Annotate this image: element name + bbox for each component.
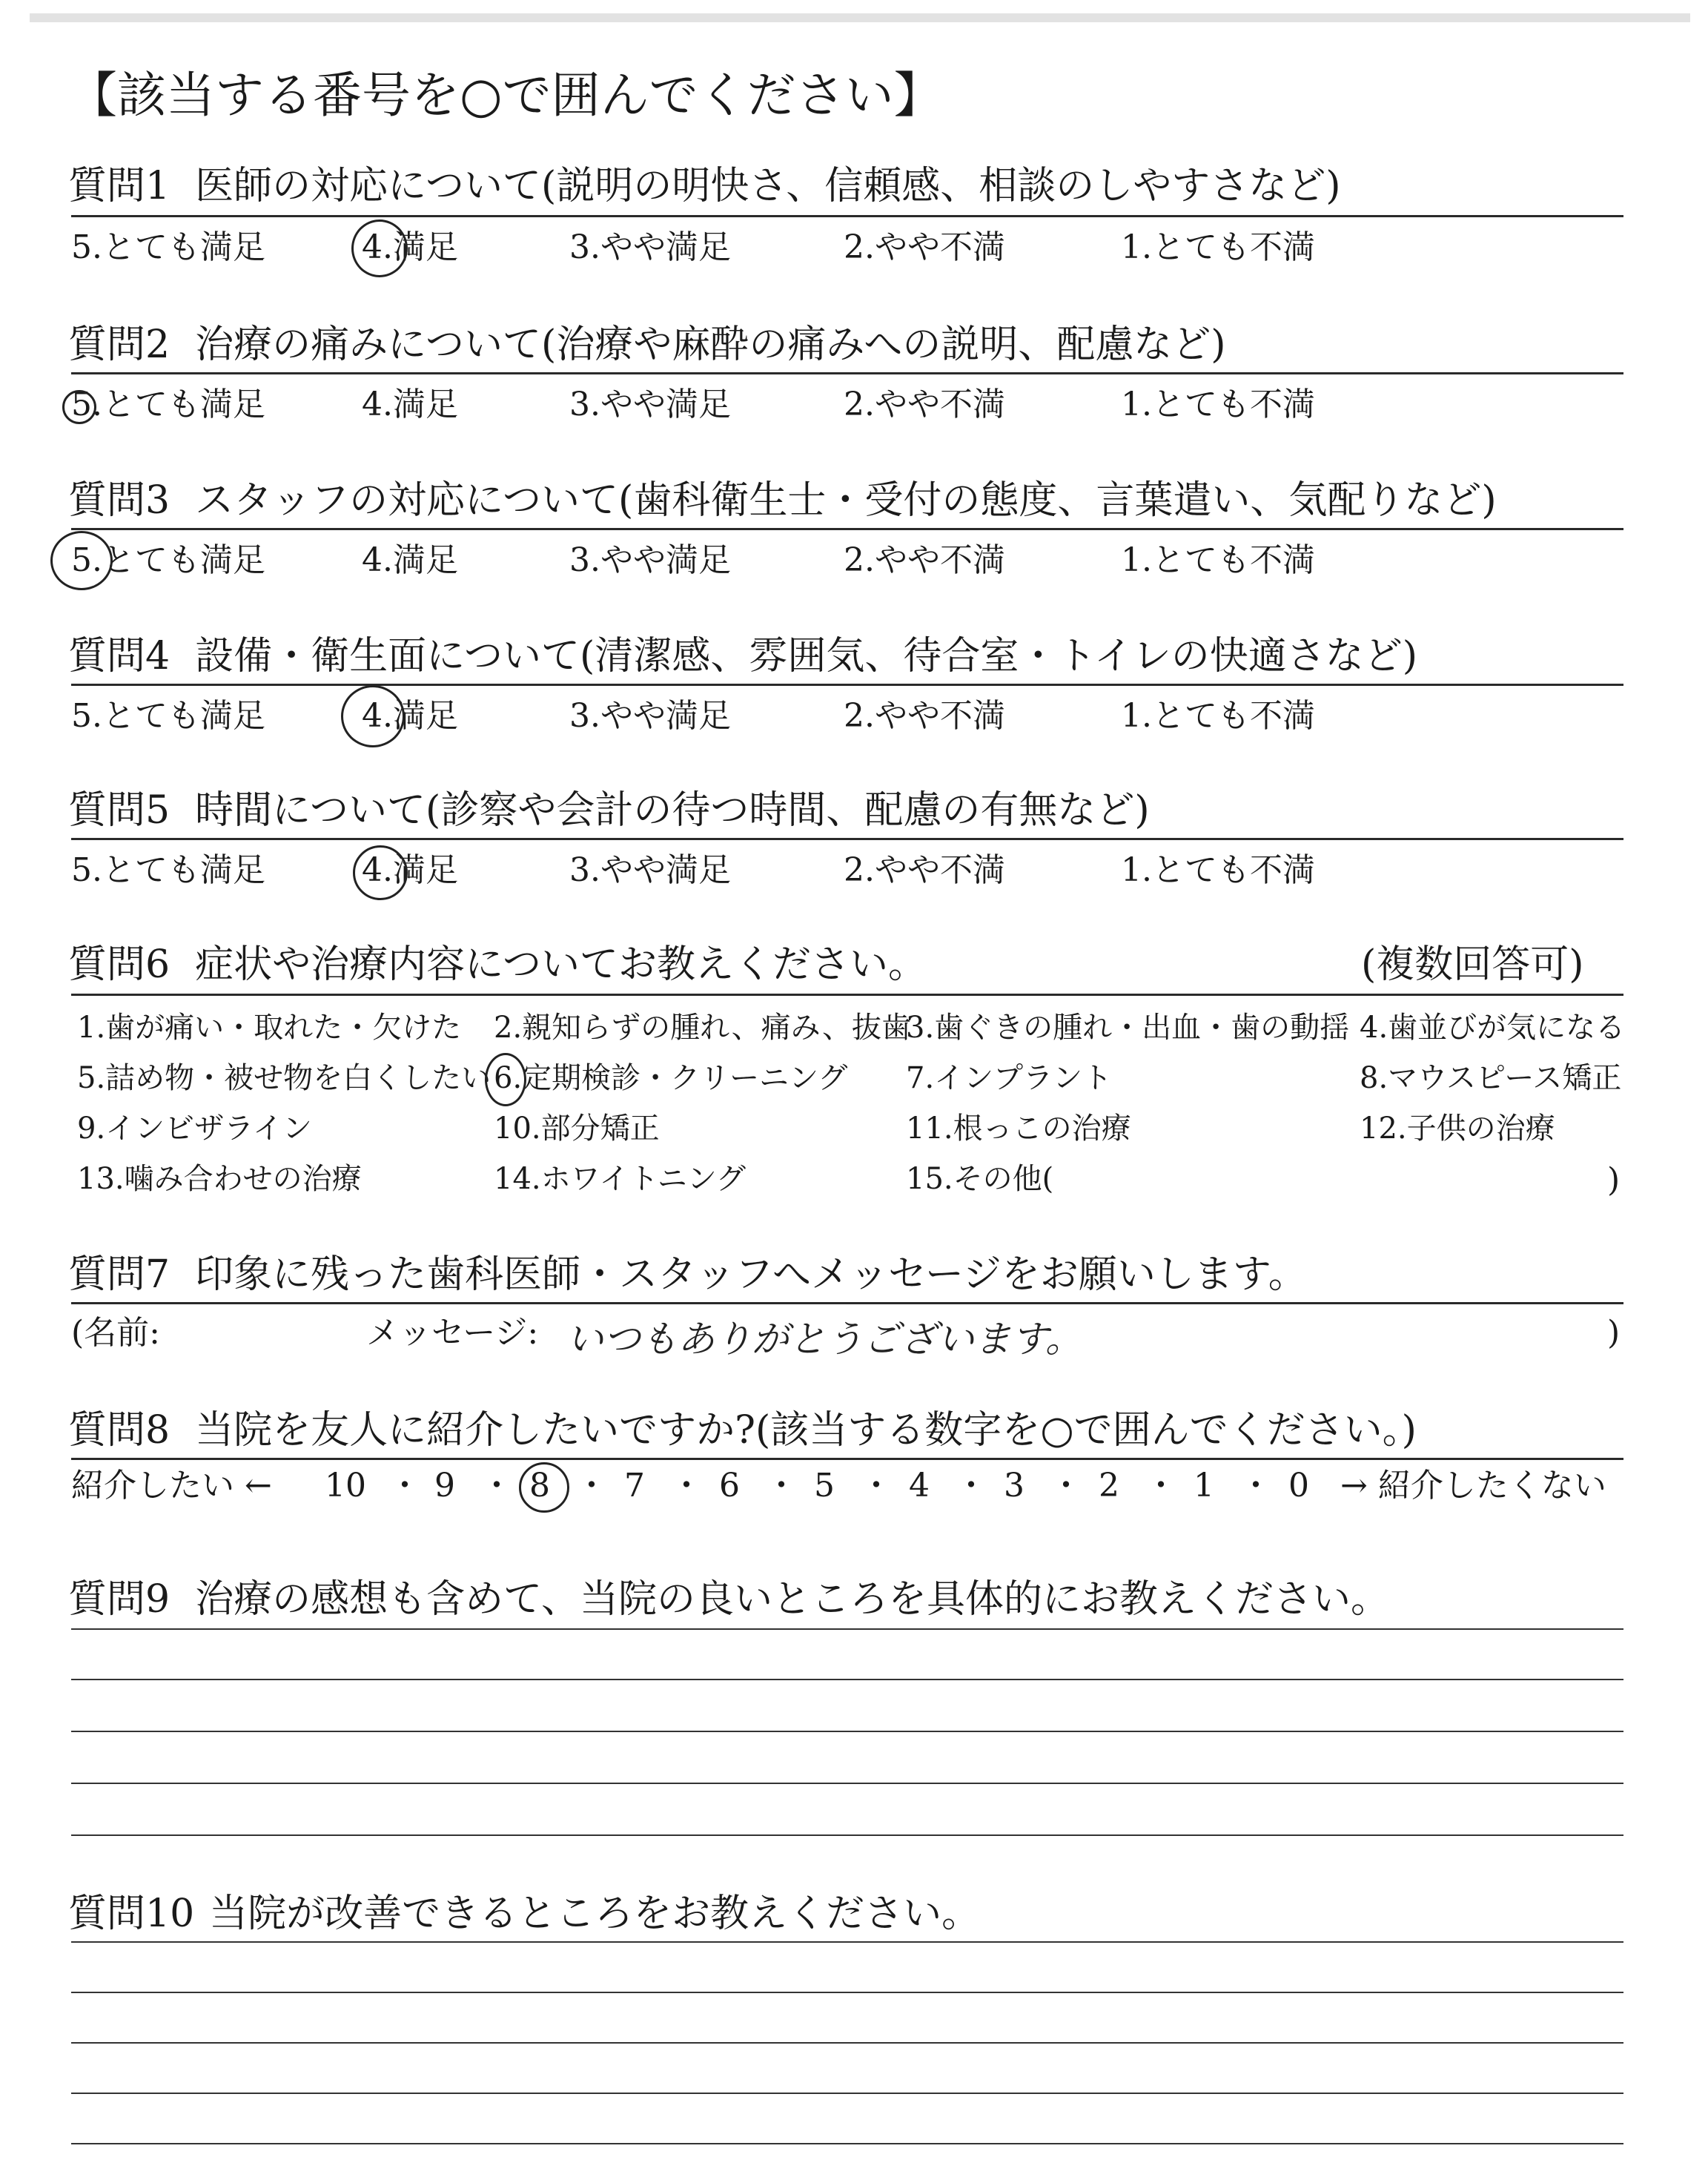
- scale-separator: ・: [388, 1467, 421, 1505]
- question-7-rule: [71, 1302, 1623, 1304]
- answer-line: [71, 1834, 1623, 1836]
- q6-option-6[interactable]: 6.定期検診・クリーニング: [494, 1061, 848, 1095]
- scale-9[interactable]: 9: [434, 1467, 455, 1505]
- q1-option-3[interactable]: 3.やや満足: [569, 228, 731, 266]
- q6-option-11[interactable]: 11.根っこの治療: [906, 1112, 1131, 1146]
- question-number: 質問3: [68, 478, 171, 523]
- q3-option-4[interactable]: 4.満足: [362, 541, 458, 579]
- q5-option-4[interactable]: 4.満足: [362, 851, 458, 889]
- question-text: 当院が改善できるところをお教えください。: [209, 1892, 981, 1936]
- question-5-heading: [68, 785, 1150, 836]
- scale-separator: ・: [765, 1467, 798, 1505]
- answer-line: [71, 2042, 1623, 2044]
- question-number: 質問1: [68, 164, 171, 208]
- question-2-rule: [71, 372, 1623, 374]
- scale-right-label: → 紹介したくない: [1340, 1467, 1606, 1505]
- answer-line: [71, 1628, 1623, 1630]
- q6-other-close-paren: ): [1607, 1161, 1621, 1199]
- scan-top-border: [30, 13, 1690, 22]
- q1-option-1[interactable]: 1.とても不満: [1121, 228, 1315, 266]
- q6-option-4[interactable]: 4.歯並びが気になる: [1360, 1011, 1626, 1045]
- question-4-rule: [71, 684, 1623, 686]
- q6-option-7[interactable]: 7.インプラント: [906, 1061, 1113, 1095]
- scale-left-label: 紹介したい ←: [71, 1467, 272, 1505]
- q6-option-15[interactable]: 15.その他(: [906, 1162, 1054, 1196]
- q1-option-5[interactable]: 5.とても満足: [71, 228, 265, 266]
- q6-option-13[interactable]: 13.噛み合わせの治療: [77, 1162, 362, 1196]
- answer-line: [71, 1941, 1623, 1943]
- q3-option-2[interactable]: 2.やや不満: [844, 541, 1005, 579]
- question-text: 治療の感想も含めて、当院の良いところを具体的にお教えください。: [195, 1577, 1390, 1622]
- scale-10[interactable]: 10: [325, 1467, 366, 1505]
- question-text: 印象に残った歯科医師・スタッフへメッセージをお願いします。: [195, 1252, 1307, 1297]
- question-number: 質問6: [68, 942, 171, 987]
- q6-option-1[interactable]: 1.歯が痛い・取れた・欠けた: [77, 1011, 462, 1045]
- q4-option-5[interactable]: 5.とても満足: [71, 697, 265, 735]
- q6-option-3[interactable]: 3.歯ぐきの腫れ・出血・歯の動揺: [906, 1011, 1350, 1045]
- q1-option-4[interactable]: 4.満足: [362, 228, 458, 266]
- handwritten-message[interactable]: いつもありがとうございます。: [566, 1318, 1082, 1361]
- scale-separator: ・: [1239, 1467, 1272, 1505]
- q2-option-2[interactable]: 2.やや不満: [844, 386, 1005, 423]
- question-3-heading: [68, 475, 1497, 526]
- q3-option-3[interactable]: 3.やや満足: [569, 541, 731, 579]
- q4-option-1[interactable]: 1.とても不満: [1121, 697, 1315, 735]
- question-number: 質問2: [68, 323, 171, 367]
- scale-separator: ・: [575, 1467, 608, 1505]
- scale-6[interactable]: 6: [719, 1467, 740, 1505]
- scale-separator: ・: [860, 1467, 893, 1505]
- question-6-rule: [71, 994, 1623, 996]
- question-9-heading: [68, 1573, 1389, 1625]
- q2-option-5[interactable]: 5.とても満足: [71, 386, 265, 423]
- q6-option-5[interactable]: 5.詰め物・被せ物を白くしたい: [77, 1061, 491, 1095]
- question-number: 質問5: [68, 788, 171, 833]
- scale-separator: ・: [1145, 1467, 1177, 1505]
- q5-option-1[interactable]: 1.とても不満: [1121, 851, 1315, 889]
- scale-separator: ・: [955, 1467, 987, 1505]
- q3-option-1[interactable]: 1.とても不満: [1121, 541, 1315, 579]
- answer-line: [71, 2093, 1623, 2094]
- message-label: メッセージ:: [366, 1314, 539, 1352]
- q6-option-9[interactable]: 9.インビザライン: [77, 1112, 312, 1146]
- question-text: 医師の対応について(説明の明快さ、信頼感、相談のしやすさなど): [195, 164, 1341, 208]
- q3-option-5[interactable]: 5.とても満足: [71, 541, 265, 579]
- question-5-rule: [71, 838, 1623, 840]
- q5-option-5[interactable]: 5.とても満足: [71, 851, 265, 889]
- answer-line: [71, 1783, 1623, 1784]
- question-8-heading: [68, 1404, 1417, 1456]
- question-text: 症状や治療内容についてお教えください。: [195, 942, 927, 987]
- q6-option-10[interactable]: 10.部分矯正: [494, 1112, 660, 1146]
- q2-option-3[interactable]: 3.やや満足: [569, 386, 731, 423]
- q2-option-4[interactable]: 4.満足: [362, 386, 458, 423]
- scale-7[interactable]: 7: [624, 1467, 645, 1505]
- q6-option-14[interactable]: 14.ホワイトニング: [494, 1162, 747, 1196]
- answer-line: [71, 2143, 1623, 2144]
- answer-line: [71, 1679, 1623, 1680]
- referral-scale: [68, 1465, 1625, 1510]
- q6-option-2[interactable]: 2.親知らずの腫れ、痛み、抜歯: [494, 1011, 911, 1045]
- scale-separator: ・: [670, 1467, 703, 1505]
- multiple-answer-note: (複数回答可): [1361, 942, 1584, 987]
- question-8-rule: [71, 1458, 1623, 1460]
- q6-option-8[interactable]: 8.マウスピース矯正: [1360, 1061, 1622, 1095]
- answer-line: [71, 1731, 1623, 1732]
- scale-2[interactable]: 2: [1099, 1467, 1119, 1505]
- q1-option-2[interactable]: 2.やや不満: [844, 228, 1005, 266]
- question-number: 質問7: [68, 1252, 171, 1297]
- scale-8[interactable]: 8: [529, 1467, 550, 1505]
- question-4-heading: [68, 630, 1417, 682]
- scale-1[interactable]: 1: [1194, 1467, 1214, 1505]
- scale-separator: ・: [1050, 1467, 1082, 1505]
- question-number: 質問8: [68, 1408, 171, 1453]
- question-text: 設備・衛生面について(清潔感、雰囲気、待合室・トイレの快適さなど): [195, 634, 1418, 678]
- scale-5[interactable]: 5: [814, 1467, 835, 1505]
- answer-line: [71, 1992, 1623, 1993]
- question-text: スタッフの対応について(歯科衛生士・受付の態度、言葉遣い、気配りなど): [195, 478, 1497, 523]
- question-1-rule: [71, 215, 1623, 217]
- question-3-rule: [71, 528, 1623, 530]
- q4-option-4[interactable]: 4.満足: [362, 697, 458, 735]
- question-text: 当院を友人に紹介したいですか?(該当する数字を○で囲んでください。): [195, 1408, 1417, 1453]
- scale-4[interactable]: 4: [909, 1467, 930, 1505]
- scale-3[interactable]: 3: [1004, 1467, 1025, 1505]
- q2-option-1[interactable]: 1.とても不満: [1121, 386, 1315, 423]
- question-10-heading: [68, 1888, 980, 1940]
- question-6-heading: [68, 939, 927, 991]
- question-number: 質問10: [68, 1892, 195, 1936]
- q6-option-12[interactable]: 12.子供の治療: [1360, 1112, 1555, 1146]
- scale-0[interactable]: 0: [1288, 1467, 1309, 1505]
- question-text: 治療の痛みについて(治療や麻酔の痛みへの説明、配慮など): [195, 323, 1226, 367]
- question-1-heading: [68, 160, 1341, 212]
- question-7-heading: [68, 1249, 1307, 1301]
- q5-option-3[interactable]: 3.やや満足: [569, 851, 731, 889]
- q4-option-2[interactable]: 2.やや不満: [844, 697, 1005, 735]
- question-number: 質問9: [68, 1577, 171, 1622]
- q4-option-3[interactable]: 3.やや満足: [569, 697, 731, 735]
- question-text: 時間について(診察や会計の待つ時間、配慮の有無など): [195, 788, 1150, 833]
- q5-option-2[interactable]: 2.やや不満: [844, 851, 1005, 889]
- scale-separator: ・: [480, 1467, 513, 1505]
- question-2-heading: [68, 319, 1226, 371]
- name-label: (名前:: [71, 1314, 160, 1352]
- page-title: 【該当する番号を○で囲んでください】: [68, 67, 943, 124]
- q7-close-paren: ): [1607, 1314, 1621, 1352]
- question-number: 質問4: [68, 634, 171, 678]
